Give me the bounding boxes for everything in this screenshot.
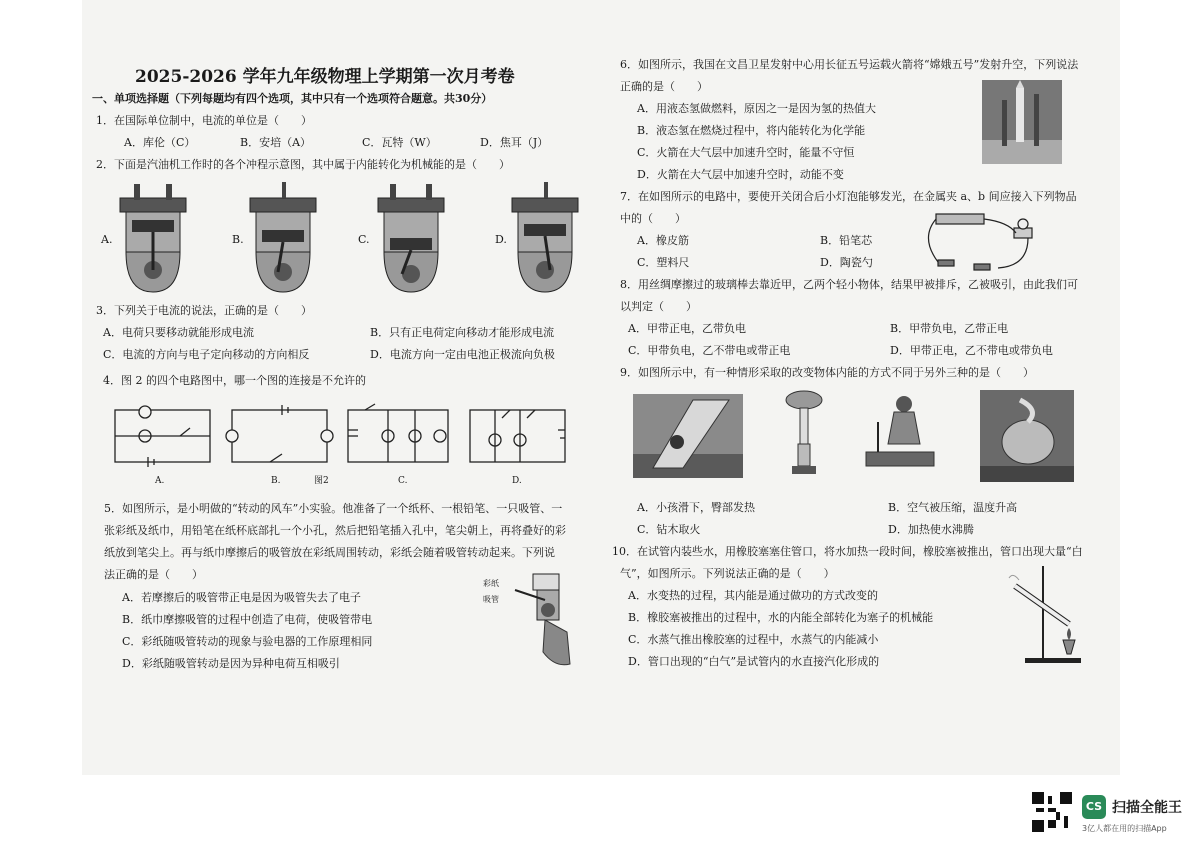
q2-label-c: C. (358, 233, 370, 246)
q8-stem-line1: 8．用丝绸摩擦过的玻璃棒去靠近甲，乙两个轻小物体，结果甲被排斥，乙被吸引，由此我们可 (620, 278, 1078, 291)
child-sliding-photo (633, 394, 743, 478)
q4-label-b: B. (271, 476, 281, 486)
q10-option-a: A．水变热的过程，其内能是通过做功的方式改变的 (628, 589, 878, 602)
q6-stem-line1: 6．如图所示，我国在文昌卫星发射中心用长征五号运载火箭将“嫦娥五号”发射升空，下列说法 (620, 58, 1079, 71)
q6-option-d: D．火箭在大气层中加速升空时，动能不变 (637, 168, 844, 181)
engine-stroke-b-figure (248, 180, 318, 300)
q9-option-c: C．钻木取火 (637, 523, 701, 536)
q1-option-b: B．安培（A） (240, 136, 312, 149)
q3-option-a: A．电荷只要移动就能形成电流 (103, 326, 254, 339)
q6-stem-line2: 正确的是（ ） (620, 80, 708, 93)
q10-option-d: D．管口出现的“白气”是试管内的水直接汽化形成的 (628, 655, 880, 668)
q4-stem: 4．图 2 的四个电路图中，哪一个图的连接是不允许的 (103, 374, 366, 387)
q3-stem: 3．下列关于电流的说法，正确的是（ ） (96, 304, 312, 317)
q4-label-a: A. (155, 476, 165, 486)
q8-option-d: D．甲带正电，乙不带电或带负电 (890, 344, 1053, 357)
q5-fig-label-straw: 吸管 (483, 595, 499, 604)
q9-option-d: D．加热使水沸腾 (888, 523, 974, 536)
q9-stem: 9．如图所示中，有一种情形采取的改变物体内能的方式不同于另外三种的是（ ） (620, 366, 1034, 379)
q1-stem: 1．在国际单位制中，电流的单位是（ ） (96, 114, 312, 127)
q8-option-b: B．甲带负电，乙带正电 (890, 322, 1009, 335)
q2-label-a: A. (101, 233, 113, 246)
q7-stem-line1: 7．在如图所示的电路中，要使开关闭合后小灯泡能够发光，在金属夹 a、b 间应接入下列物品 (620, 190, 1077, 203)
q1-option-a: A．库伦（C） (124, 136, 196, 149)
camscanner-logo-icon: CS (1082, 795, 1106, 819)
q10-option-c: C．水蒸气推出橡胶塞的过程中，水蒸气的内能减小 (628, 633, 879, 646)
q5-stem-line4: 法正确的是（ ） (104, 568, 203, 581)
q7-option-a: A．橡皮筋 (637, 234, 689, 247)
q7-option-b: B．铅笔芯 (820, 234, 873, 247)
q2-label-b: B. (232, 233, 244, 246)
q2-stem: 2．下面是汽油机工作时的各个冲程示意图，其中属于内能转化为机械能的是（ ） (96, 158, 510, 171)
q4-label-d: D. (512, 476, 522, 486)
q6-option-c: C．火箭在大气层中加速升空时，能量不守恒 (637, 146, 855, 159)
q4-label-c: C. (398, 476, 408, 486)
test-tube-heating-figure (1005, 564, 1087, 666)
page-title: 2025-2026 学年九年级物理上学期第一次月考卷 (135, 67, 515, 87)
q6-option-a: A．用液态氢做燃料，原因之一是因为氢的热值大 (637, 102, 876, 115)
engine-stroke-c-figure (376, 180, 446, 300)
q1-option-c: C．瓦特（W） (362, 136, 437, 149)
q3-option-d: D．电流方向一定由电池正极流向负极 (370, 348, 555, 361)
rocket-launch-photo (982, 80, 1062, 164)
boiling-kettle-photo (980, 390, 1074, 482)
q5-stem-line2: 张彩纸及纸巾，用铅笔在纸杯底部扎一个小孔，然后把铅笔插入孔中，笔尖朝上，再将叠好的彩 (104, 524, 566, 537)
air-compression-figure (778, 390, 828, 482)
q10-option-b: B．橡胶塞被推出的过程中，水的内能全部转化为塞子的机械能 (628, 611, 934, 624)
engine-stroke-d-figure (510, 180, 580, 300)
scanner-app-name: 扫描全能王 (1112, 800, 1182, 816)
circuit-diagrams-figure (110, 400, 580, 470)
q8-stem-line2: 以判定（ ） (620, 300, 697, 313)
q4-figure-caption: 图2 (314, 476, 329, 486)
q9-option-b: B．空气被压缩，温度升高 (888, 501, 1018, 514)
q7-circuit-figure (918, 208, 1043, 276)
q8-option-a: A．甲带正电，乙带负电 (628, 322, 746, 335)
q5-stem-line3: 纸放到笔尖上。再与纸巾摩擦后的吸管放在彩纸周围转动，彩纸会随着吸管转动起来。下列说 (104, 546, 555, 559)
q7-stem-line2: 中的（ ） (620, 212, 686, 225)
q5-fig-label-paper: 彩纸 (483, 579, 499, 588)
q5-option-d: D．彩纸随吸管转动是因为异种电荷互相吸引 (122, 657, 340, 670)
q5-option-c: C．彩纸随吸管转动的现象与验电器的工作原理相同 (122, 635, 373, 648)
q9-option-a: A．小孩滑下，臀部发热 (637, 501, 755, 514)
q5-option-b: B．纸巾摩擦吸管的过程中创造了电荷，使吸管带电 (122, 613, 373, 626)
q6-option-b: B．液态氢在燃烧过程中，将内能转化为化学能 (637, 124, 866, 137)
drilling-fire-figure (858, 392, 938, 478)
q3-option-c: C．电流的方向与电子定向移动的方向相反 (103, 348, 310, 361)
q5-option-a: A．若摩擦后的吸管带正电是因为吸管失去了电子 (122, 591, 361, 604)
q7-option-c: C．塑料尺 (637, 256, 690, 269)
q8-option-c: C．甲带负电，乙不带电或带正电 (628, 344, 791, 357)
windmill-experiment-figure (515, 572, 580, 672)
q10-stem-line1: 10．在试管内装些水，用橡胶塞塞住管口，将水加热一段时间，橡胶塞被推出，管口出现大量“白 (612, 545, 1083, 558)
q1-option-d: D．焦耳（J） (480, 136, 549, 149)
q10-stem-line2: 气”，如图所示。下列说法正确的是（ ） (620, 567, 835, 580)
q5-stem-line1: 5．如图所示，是小明做的“转动的风车”小实验。他准备了一个纸杯、一根铅笔、一只吸管、一 (104, 502, 563, 515)
section-heading: 一、单项选择题（下列每题均有四个选项，其中只有一个选项符合题意。共30分） (92, 92, 493, 105)
q7-option-d: D．陶瓷勺 (820, 256, 873, 269)
q2-label-d: D. (495, 233, 507, 246)
q3-option-b: B．只有正电荷定向移动才能形成电流 (370, 326, 555, 339)
qr-code-icon (1032, 792, 1072, 832)
scanner-app-tagline: 3亿人都在用的扫描App (1082, 824, 1167, 833)
engine-stroke-a-figure (118, 180, 188, 300)
